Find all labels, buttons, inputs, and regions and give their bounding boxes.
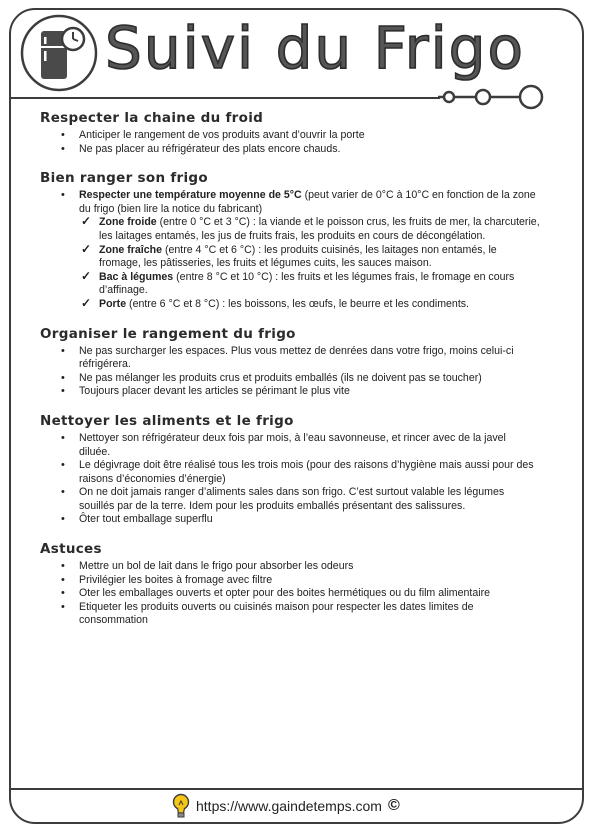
footer-divider (10, 788, 583, 790)
copyright-symbol: © (387, 797, 400, 814)
zone-desc: (entre 6 °C et 8 °C) : les boissons, les œufs, le beurre et les condiments. (126, 297, 469, 310)
lightbulb-icon (172, 793, 190, 819)
section-heading: Bien ranger son frigo (40, 170, 208, 187)
list-item: • Oter les emballages ouverts et opter pour des boites hermétiques ou du film alimentaire (79, 587, 540, 601)
check-icon: ✓ (81, 241, 92, 256)
content (40, 110, 540, 642)
list-item: • Le dégivrage doit être réalisé tous les trois mois (pour des raisons d’hygiène mais aussi pour des raisons d’économies d’énergie) (79, 459, 540, 486)
zone-name: Bac à légumes (99, 270, 174, 283)
zone-name: Zone froide (99, 216, 157, 229)
list-item: • Mettre un bol de lait dans le frigo pour absorber les odeurs (79, 560, 540, 574)
temperature-emphasis: Respecter une température moyenne de 5°C (79, 189, 302, 202)
section-heading: Organiser le rangement du frigo (40, 325, 296, 342)
zone-desc: (entre 4 °C et 6 °C) : les produits cuisinés, les laitages non entamés, le fromage, les pâtisseries, les fruits et légumes cuits, les sauces maison. (99, 243, 497, 270)
section-bien-ranger (40, 170, 540, 311)
list-item: • Ne pas surcharger les espaces. Plus vous mettez de denrées dans votre frigo, moins celui-ci réfrigérera. (79, 345, 540, 372)
section-heading: Astuces (40, 541, 102, 558)
fridge-clock-icon (19, 13, 99, 93)
list-item: • Nettoyer son réfrigérateur deux fois par mois, à l’eau savonneuse, et rincer avec de la javel diluée. (79, 432, 540, 459)
list-item: • On ne doit jamais ranger d’aliments sales dans son frigo. C’est surtout valable les légumes souillés par de la terre. Idem pour les produits emballés présentant des salissures. (79, 486, 540, 513)
zone-desc: (entre 0 °C et 3 °C) : la viande et le poisson crus, les fruits de mer, la charcuterie, les laitages entamés, les jus de fruits frais, les produits en cours de décongélation. (99, 216, 540, 242)
section-astuces (40, 541, 540, 628)
footer (172, 792, 400, 820)
list-item: • Privilégier les boites à fromage avec filtre (79, 574, 540, 588)
decorative-circles (438, 83, 558, 111)
check-icon: ✓ (81, 214, 92, 229)
page-title: Suivi du Frigo (105, 14, 525, 82)
zone-name: Porte (99, 297, 127, 310)
zone-item (81, 268, 540, 298)
list-item: • Ne pas mélanger les produits crus et produits emballés (ils ne doivent pas se toucher) (79, 372, 540, 386)
header-divider (10, 97, 440, 99)
check-icon: ✓ (81, 295, 92, 310)
list-item: • Etiqueter les produits ouverts ou cuisinés maison pour respecter les dates limites de consommation (79, 601, 540, 628)
section-heading: Respecter la chaine du froid (40, 110, 264, 126)
section-organiser (40, 326, 540, 399)
list-item: • Anticiper le rangement de vos produits avant d’ouvrir la porte (79, 129, 540, 143)
zone-item (81, 295, 540, 312)
zone-item (81, 214, 540, 243)
zone-item (81, 241, 540, 271)
list-item (79, 189, 540, 311)
check-icon: ✓ (81, 268, 92, 283)
list-item: • Ne pas placer au réfrigérateur des plats encore chauds. (79, 143, 540, 157)
footer-link[interactable]: https://www.gaindetemps.com (196, 798, 382, 814)
list-item: • Ôter tout emballage superflu (79, 513, 540, 527)
list-item: • Toujours placer devant les articles se périmant le plus vite (79, 385, 540, 399)
zone-desc: (entre 8 °C et 10 °C) : les fruits et les légumes frais, le fromage en cours d’affinage. (99, 270, 515, 297)
section-heading: Nettoyer les aliments et le frigo (40, 412, 294, 429)
temperature-note: (peut varier de 0°C à 10°C en fonction de la zone du frigo (bien lire la notice du fabricant) (79, 189, 536, 215)
zone-name: Zone fraîche (99, 243, 162, 256)
section-nettoyer (40, 413, 540, 527)
section-chaine-du-froid (40, 110, 540, 156)
